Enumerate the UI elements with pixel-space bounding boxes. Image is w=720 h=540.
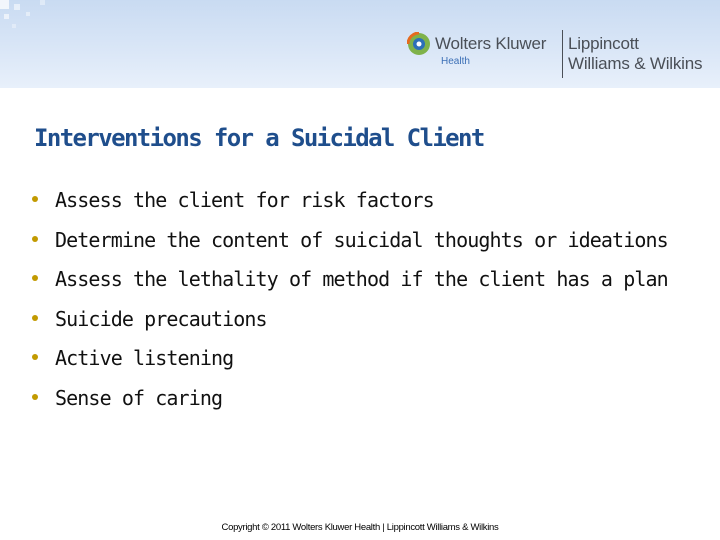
- slide-title: Interventions for a Suicidal Client: [34, 124, 484, 152]
- bullet-text: Suicide precautions: [55, 306, 267, 331]
- bullet-text: Assess the client for risk factors: [55, 188, 434, 212]
- bullet-dot-icon: [32, 196, 38, 202]
- brand-williams-wilkins: Williams & Wilkins: [568, 54, 703, 73]
- header-band: [0, 0, 720, 88]
- bullet-dot-icon: [32, 394, 38, 400]
- bullet-text: Assess the lethality of method if the client has a plan: [55, 267, 668, 292]
- bullet-dot-icon: [32, 315, 38, 321]
- bullet-dot-icon: [32, 354, 38, 360]
- brand-wolters-kluwer: Wolters Kluwer: [435, 34, 547, 53]
- brand-health: Health: [441, 56, 470, 67]
- decorative-squares: [0, 0, 60, 40]
- publisher-logo: [407, 28, 717, 80]
- bullet-text: Active listening: [55, 346, 234, 371]
- bullet-dot-icon: [32, 236, 38, 242]
- brand-divider: [562, 30, 563, 78]
- bullet-text: Determine the content of suicidal thoughts or ideations: [55, 227, 668, 252]
- globe-logo-icon: [407, 32, 431, 56]
- bullet-dot-icon: [32, 275, 38, 281]
- copyright-footer: Copyright © 2011 Wolters Kluwer Health | Lippincott Williams & Wilkins: [221, 522, 499, 533]
- bullet-text: Sense of caring: [55, 385, 223, 410]
- brand-lippincott: Lippincott: [568, 34, 639, 53]
